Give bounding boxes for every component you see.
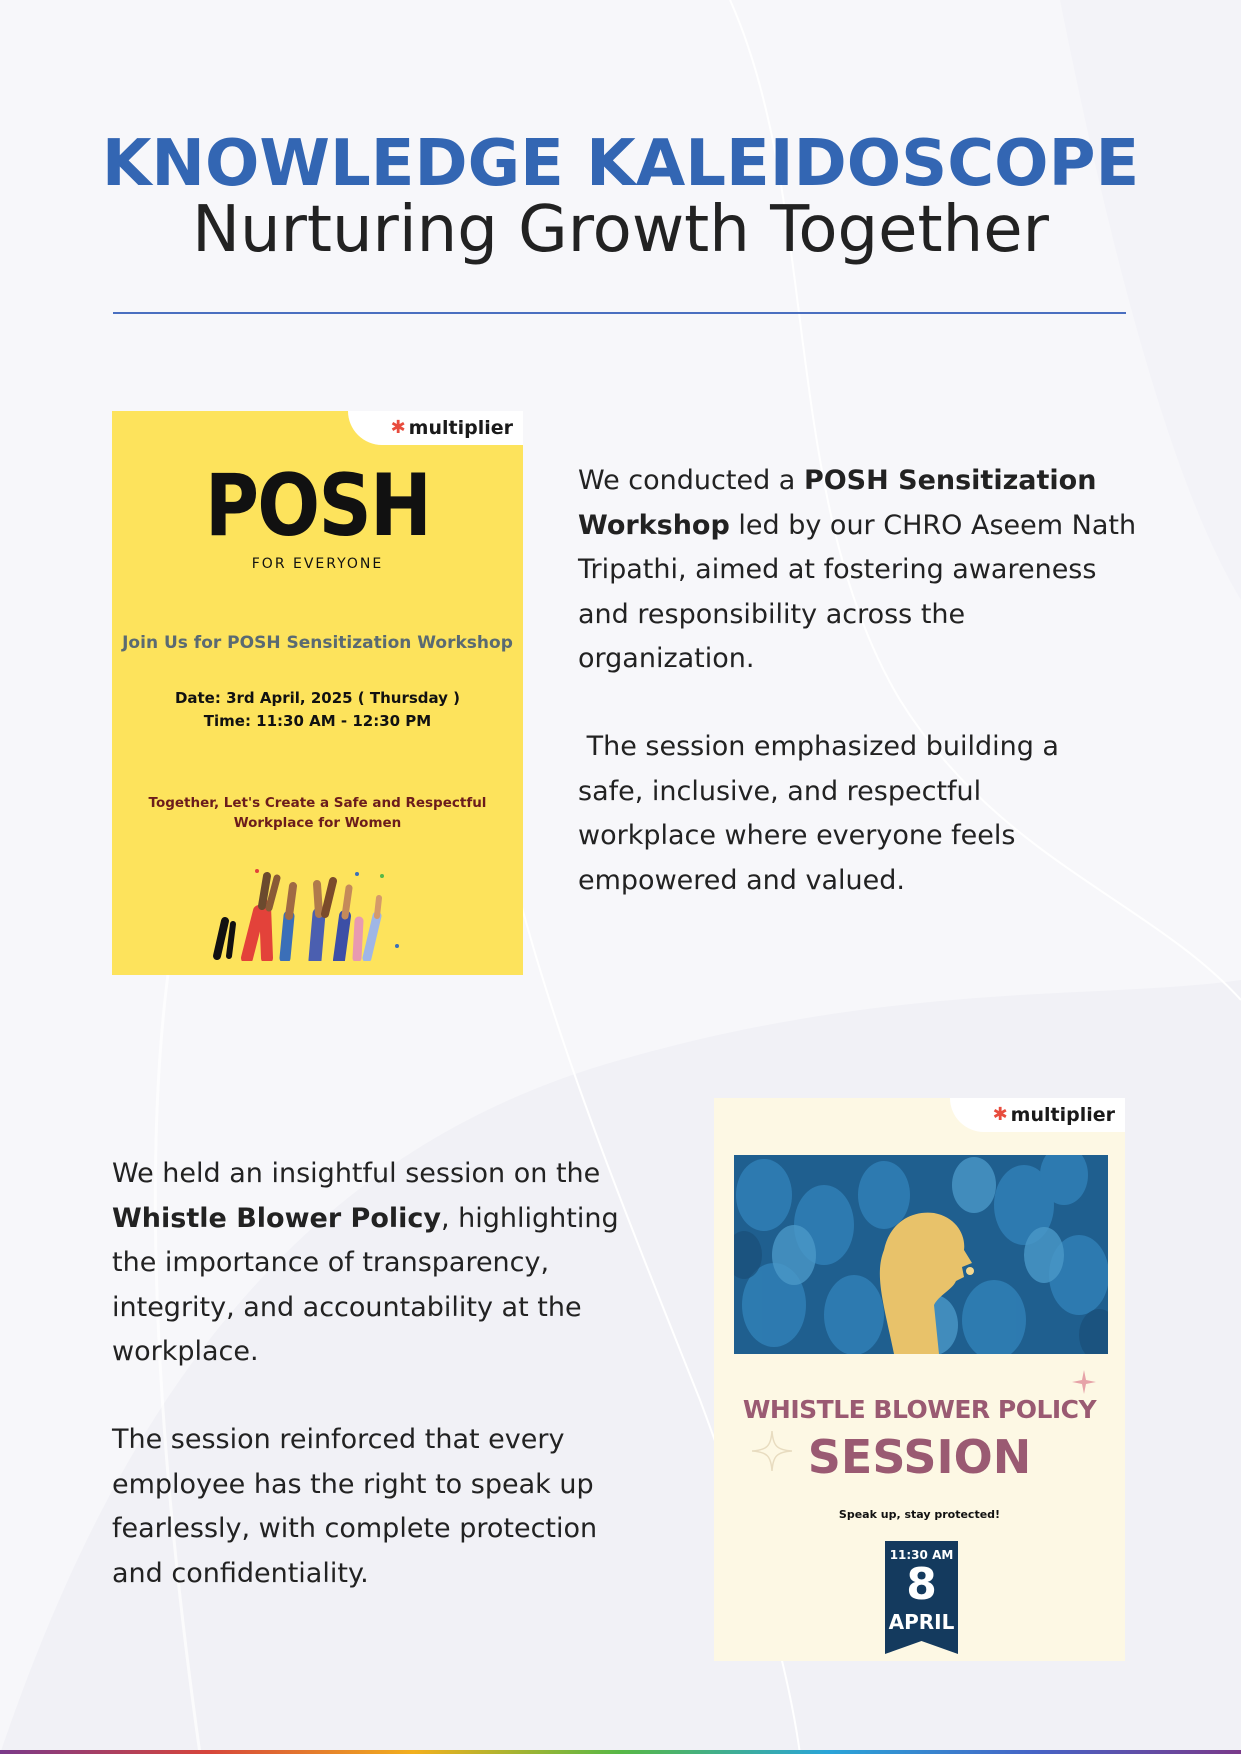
posh-text-rest: led by our CHRO Aseem Nath Tripathi, aimed at fostering awareness and responsibility across the organization.	[578, 509, 1137, 674]
posh-headline: POSH	[204, 456, 431, 556]
multiplier-logo	[950, 1098, 1125, 1132]
whistle-tagline: Speak up, stay protected!	[838, 1508, 1001, 1521]
logo-text: multiplier	[1010, 1104, 1115, 1126]
whistle-poster	[714, 1098, 1125, 1661]
posh-description	[578, 459, 1138, 682]
multiplier-star-icon: ✱	[992, 1104, 1008, 1125]
crowd-silhouette-illustration	[734, 1155, 1108, 1354]
posh-tagline: Together, Let's Create a Safe and Respectful Workplace for Women	[148, 795, 487, 831]
logo-text: multiplier	[408, 417, 513, 439]
multiplier-star-icon: ✱	[390, 417, 406, 438]
posh-poster	[112, 411, 523, 975]
date-ribbon	[882, 1538, 961, 1660]
footer-color-bar	[0, 1750, 1241, 1754]
posh-invite: Join Us for POSH Sensitization Workshop	[122, 633, 513, 653]
whistle-title-line1: WHISTLE BLOWER POLICY	[742, 1395, 1097, 1424]
whistle-description-2: The session reinforced that every employee has the right to speak up fearlessly, with complete protection and confidentiality.	[112, 1424, 598, 1589]
posh-text-highlight: POSH Sensitization Workshop	[578, 465, 1097, 541]
whistle-text-rest: , highlighting the importance of transparency, integrity, and accountability at the workplace.	[112, 1202, 619, 1367]
page-title: KNOWLEDGE KALEIDOSCOPE	[101, 127, 1140, 201]
whistle-text-highlight: Whistle Blower Policy	[112, 1202, 442, 1234]
sparkle-icon	[1072, 1370, 1096, 1394]
ribbon-month: APRIL	[888, 1610, 955, 1634]
posh-subheadline: FOR EVERYONE	[251, 556, 384, 572]
whistle-description	[112, 1152, 632, 1375]
multiplier-logo	[348, 411, 523, 445]
posh-date: Date: 3rd April, 2025 ( Thursday )	[174, 689, 461, 707]
ribbon-day: 8	[906, 1559, 937, 1610]
posh-time: Time: 11:30 AM - 12:30 PM	[203, 712, 432, 730]
whistle-text-intro: We held an insightful session on the	[112, 1158, 601, 1189]
posh-text-intro: We conducted a	[578, 465, 804, 496]
header-divider	[113, 312, 1126, 314]
raised-hands-illustration	[207, 866, 427, 961]
whistle-title-line2: SESSION	[807, 1430, 1032, 1484]
page-subtitle: Nurturing Growth Together	[192, 193, 1049, 267]
posh-description-2: The session emphasized building a safe, inclusive, and respectful workplace where everyone feels empowered and valued.	[578, 731, 1068, 896]
ribbon-time: 11:30 AM	[889, 1548, 954, 1562]
